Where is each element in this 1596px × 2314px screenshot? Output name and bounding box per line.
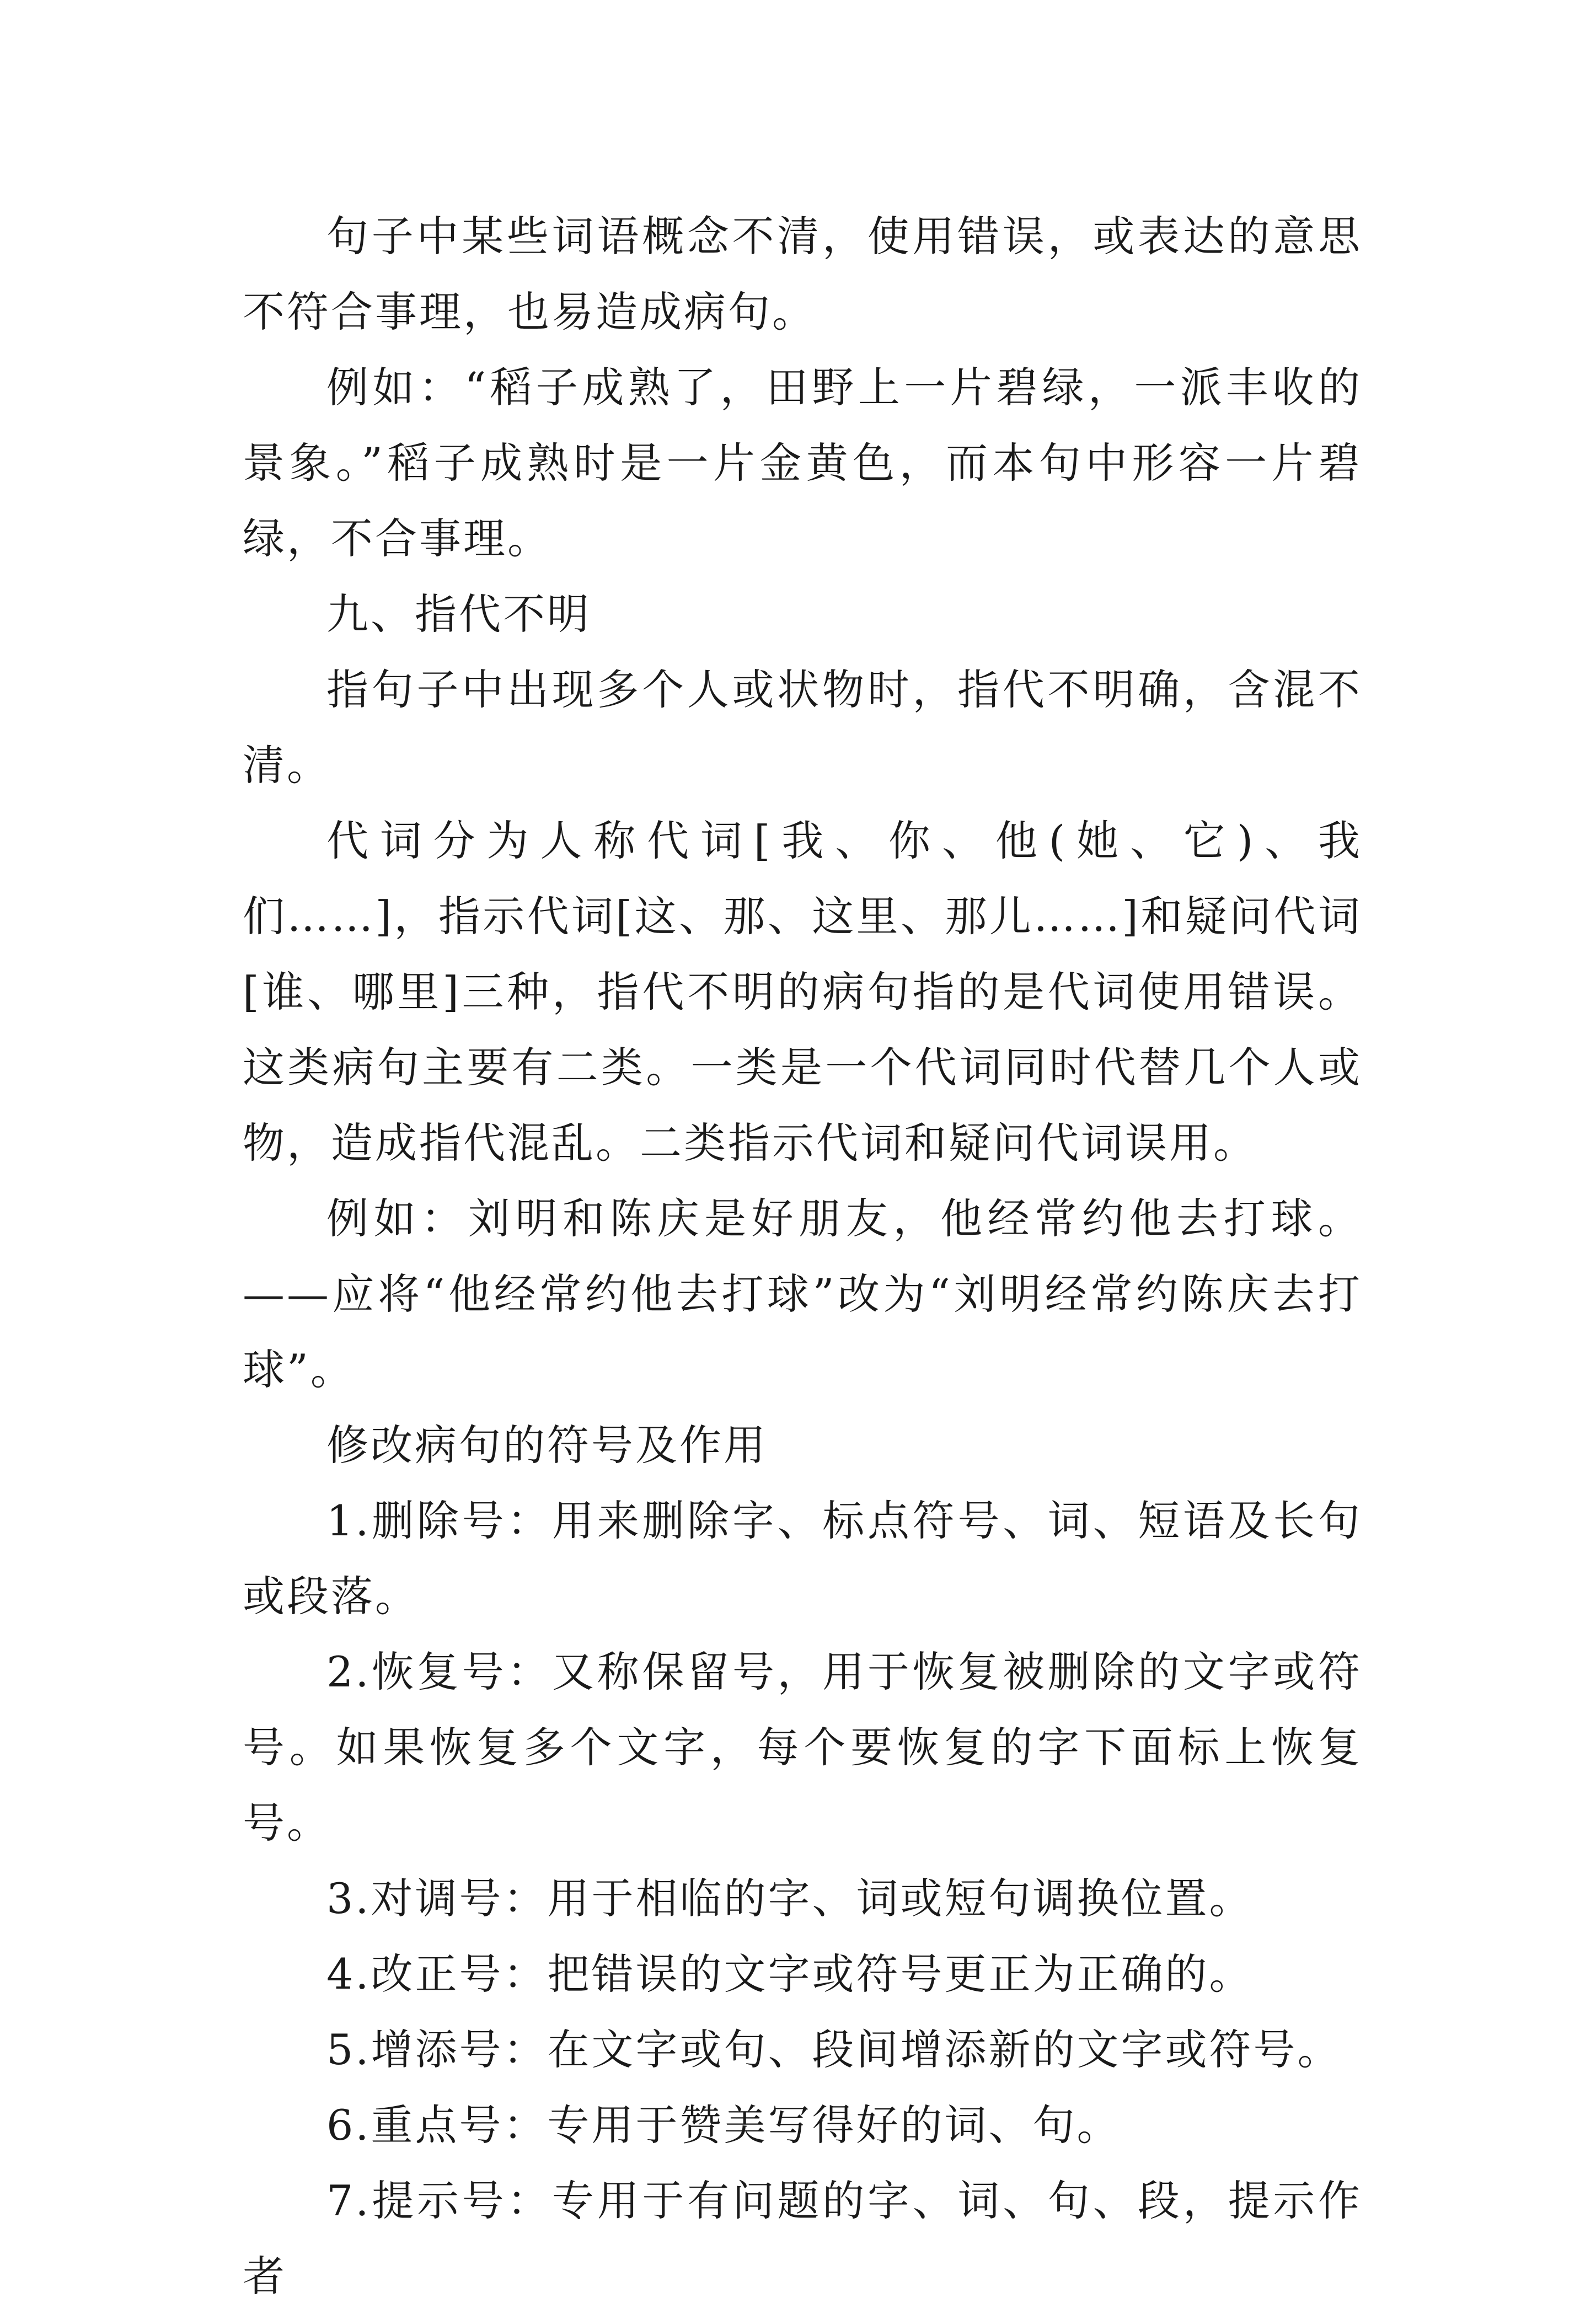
paragraph-concept-unclear: 句子中某些词语概念不清，使用错误，或表达的意思不符合事理，也易造成病句。 (243, 212, 1362, 336)
list-item-delete-mark: 1.删除号：用来删除字、标点符号、词、短语及长句或段落。 (243, 1496, 1362, 1621)
paragraph-pronoun-types: 代词分为人称代词[我、你、他(她、它)、我们……]，指示代词[这、那、这里、那儿……]和疑问代词[谁、哪里]三种，指代不明的病句指的是代词使用错误。这类病句主要有二类。一类是一个代词同时代替几个人或物，造成指代混乱。二类指示代词和疑问代词误用。 (243, 816, 1362, 1167)
list-item-swap-mark: 3.对调号：用于相临的字、词或短句调换位置。 (326, 1874, 1254, 1923)
section-heading-reference-unclear: 九、指代不明 (326, 590, 591, 639)
list-item-insert-mark: 5.增添号：在文字或句、段间增添新的文字或符号。 (326, 2025, 1342, 2074)
list-item-restore-mark: 2.恢复号：又称保留号，用于恢复被删除的文字或符号。如果恢复多个文字，每个要恢复的字下面标上恢复号。 (243, 1647, 1362, 1847)
list-item-hint-mark: 7.提示号：专用于有问题的字、词、句、段，提示作者 (243, 2176, 1362, 2301)
paragraph-example-friends: 例如：刘明和陈庆是好朋友，他经常约他去打球。——应将“他经常约他去打球”改为“刘明经常约陈庆去打球”。 (243, 1194, 1362, 1394)
list-item-correct-mark: 4.改正号：把错误的文字或符号更正为正确的。 (326, 1949, 1254, 1999)
section-heading-correction-marks: 修改病句的符号及作用 (326, 1421, 768, 1470)
list-item-emphasis-mark: 6.重点号：专用于赞美写得好的词、句。 (326, 2101, 1121, 2150)
document-body (243, 199, 1362, 2314)
paragraph-example-rice: 例如：“稻子成熟了，田野上一片碧绿，一派丰收的景象。”稻子成熟时是一片金黄色，而本句中形容一片碧绿，不合事理。 (243, 363, 1362, 563)
paragraph-reference-definition: 指句子中出现多个人或状物时，指代不明确，含混不清。 (243, 665, 1362, 790)
